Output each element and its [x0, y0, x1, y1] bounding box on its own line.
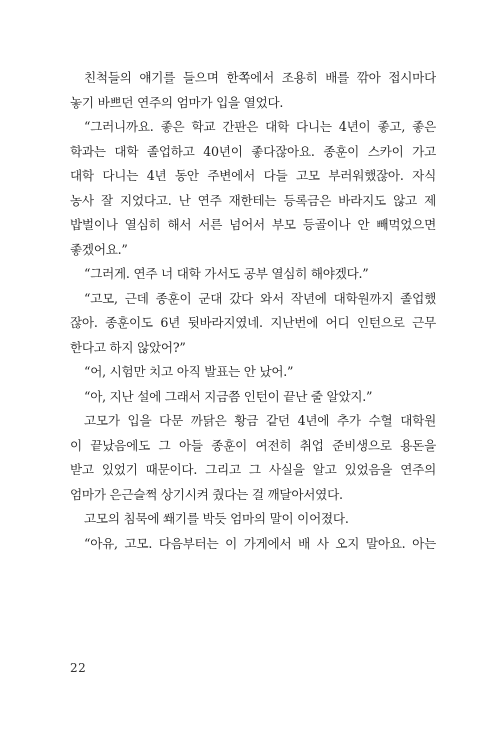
text-line: 밥벌이나 열심히 해서 서른 넘어서 부모 등골이나 안 빼먹었으면 — [70, 217, 436, 232]
text-line: “그러니까요. 좋은 학교 간판은 대학 다니는 4년이 좋고, 좋은 — [84, 119, 436, 134]
text-line: “어, 시험만 치고 아직 발표는 안 났어.” — [84, 364, 294, 379]
text-line: 농사 잘 지었다고. 난 연주 재한테는 등록금은 바라지도 않고 제 — [70, 192, 436, 208]
text-line: “그러게. 연주 너 대학 가서도 공부 열심히 해야겠다.” — [84, 266, 369, 281]
text-line: 한다고 하지 않았어?” — [70, 339, 186, 355]
text-line: 받고 있었기 때문이다. 그리고 그 사실을 알고 있었음을 연주의 — [70, 462, 436, 477]
text-line: “아유, 고모. 다음부터는 이 가게에서 배 사 오지 말아요. 아는 — [84, 535, 436, 551]
body-text — [70, 66, 436, 556]
text-line: 잖아. 종훈이도 6년 뒷바라지였네. 지난번에 어디 인턴으로 근무 — [70, 315, 436, 330]
text-line: 놓기 바쁘던 연주의 엄마가 입을 열었다. — [70, 94, 284, 110]
text-line: “고모, 근데 종훈이 군대 갔다 와서 작년에 대학원까지 졸업했 — [84, 290, 436, 306]
text-line: 친척들의 얘기를 들으며 한쪽에서 조용히 배를 깎아 접시마다 — [84, 70, 436, 85]
text-line: 대학 다니는 4년 동안 주변에서 다들 고모 부러워했잖아. 자식 — [70, 168, 436, 183]
text-line: 좋겠어요.” — [70, 241, 128, 257]
text-line: 이 끝났음에도 그 아들 종훈이 여전히 취업 준비생으로 용돈을 — [70, 437, 436, 453]
page-number: 22 — [70, 661, 87, 675]
text-line: 엄마가 은근슬쩍 상기시켜 줬다는 걸 깨달아서였다. — [70, 486, 343, 502]
text-line: 고모의 침묵에 쐐기를 박듯 엄마의 말이 이어졌다. — [84, 511, 349, 526]
text-line: 학과는 대학 졸업하고 40년이 좋다잖아요. 종훈이 스카이 가고 — [70, 143, 436, 159]
text-line: 고모가 입을 다문 까닭은 황금 같던 4년에 추가 수혈 대학원 — [84, 413, 436, 428]
text-line: “아, 지난 설에 그래서 지금쯤 인턴이 끝난 줄 알았지.” — [84, 388, 373, 404]
